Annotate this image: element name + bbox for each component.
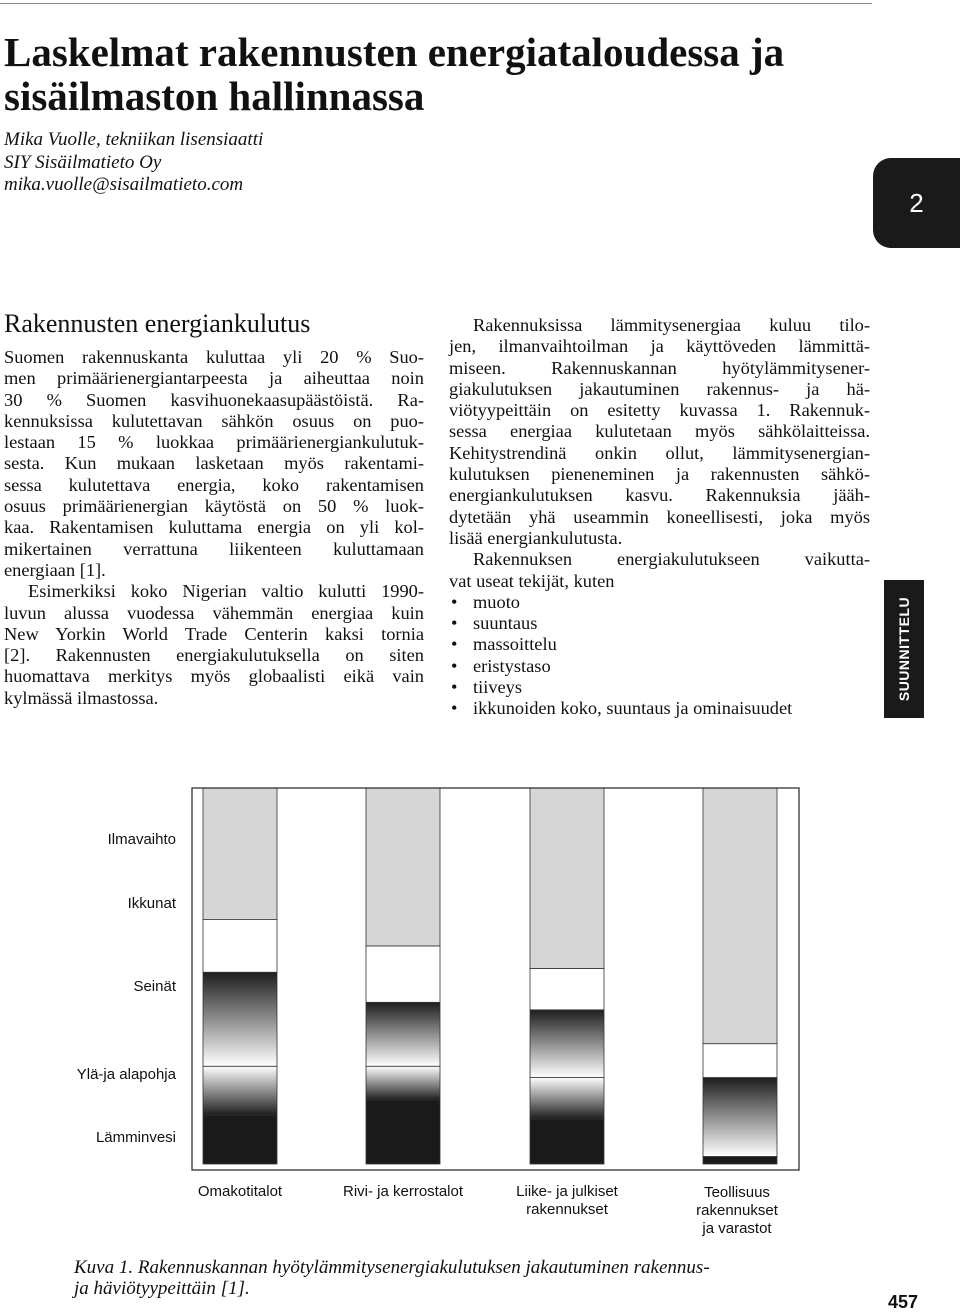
text-line: sessa energiaa kulutetaan myös sähkölaitteissa. — [449, 421, 870, 442]
bar-segment-ylä-ja-alapohja — [203, 1066, 277, 1115]
caption-line-2: ja häviötyypeittäin [1]. — [74, 1278, 250, 1299]
list-item-text: muoto — [473, 591, 521, 612]
legend-label: Ylä-ja alapohja — [76, 1066, 176, 1083]
author-block — [4, 129, 263, 197]
author-email: mika.vuolle@sisailmatieto.com — [4, 174, 244, 195]
list-item-text: massoittelu — [473, 634, 557, 655]
category-label: Liike- ja julkiset — [516, 1183, 618, 1200]
text-line: miseen. Rakennuskannan hyötylämmitysener- — [449, 357, 870, 378]
text-line: osuus primäärienergian käytöstä on 50 % luok- — [4, 496, 424, 517]
title-line-1: Laskelmat rakennusten energiataloudessa ja — [4, 29, 785, 75]
text-line: Esimerkiksi koko Nigerian valtio kulutti 1990- — [28, 581, 424, 602]
text-line: mikertainen verrattuna liikenteen kuluttamaan — [4, 538, 424, 559]
bar-segment-ikkunat — [203, 920, 277, 973]
factor-list — [449, 592, 870, 720]
page-title — [4, 30, 884, 118]
section-title: Rakennusten energiankulutus — [4, 309, 311, 338]
bar-segment-ikkunat — [366, 946, 440, 1002]
text-line: Rakennuksissa lämmitysenergiaa kuluu tilo- — [473, 315, 870, 335]
text-line: Kehitystrendinä onkin ollut, lämmitysenergian- — [449, 442, 870, 463]
text-line: Suomen rakennuskanta kuluttaa yli 20 % Suo- — [4, 347, 424, 367]
text-line: sessa kulutettava energia, koko rakentamisen — [4, 474, 424, 495]
text-line: sesta. Kun mukaan lasketaan myös rakentami- — [4, 453, 424, 474]
list-item-text: ikkunoiden koko, suuntaus ja ominaisuudet — [473, 698, 793, 719]
category-label: rakennukset — [526, 1201, 608, 1218]
category-label: Rivi- ja kerrostalot — [342, 1183, 464, 1200]
bar-segment-lämminvesi — [203, 1115, 277, 1164]
column-left — [4, 347, 424, 709]
legend-label: Ilmavaihto — [107, 831, 176, 848]
bar-segment-seinät — [530, 1010, 604, 1078]
text-line: men primäärienergiantarpeesta ja aiheuttaa noin — [4, 368, 424, 389]
side-tab-label: SUUNNITTELU — [896, 596, 912, 702]
list-item: • tiiveys — [451, 677, 523, 698]
bar-segment-ikkunat — [530, 968, 604, 1009]
caption-line-1: Kuva 1. Rakennuskannan hyötylämmitysenergiakulutuksen jakautuminen rakennus- — [74, 1257, 710, 1278]
legend-label: Ikkunat — [127, 895, 176, 912]
text-line: kulutuksen pieneneminen ja rakennusten sähkö- — [449, 464, 870, 485]
text-line: viötyypeittäin on esitetty kuvassa 1. Rakennuk- — [449, 400, 870, 421]
category-label: ja varastot — [702, 1220, 772, 1237]
top-rule — [0, 3, 872, 4]
bar-segment-ilmavaihto — [203, 788, 277, 920]
energy-distribution-chart — [0, 780, 960, 1260]
text-line: lestaan 15 % luokkaa primäärienergiankulutuk- — [4, 432, 424, 453]
figure-1 — [0, 780, 960, 1260]
text-line: New Yorkin World Trade Centerin kaksi tornia — [4, 623, 424, 644]
category-label: Omakotitalot — [197, 1183, 283, 1200]
text-line: 30 % Suomen kasvihuonekaasupäästöistä. Ra- — [4, 389, 424, 410]
text-line: huomattava merkitys myös globaalisti eikä vain — [4, 666, 424, 687]
text-line: giakulutuksen jakautuminen rakennus- ja hä- — [449, 378, 870, 399]
legend-label: Lämminvesi — [95, 1129, 176, 1146]
list-item: • suuntaus — [451, 613, 538, 634]
bar-segment-ilmavaihto — [366, 788, 440, 946]
bar-segment-lämminvesi — [366, 1100, 440, 1164]
category-label: rakennukset — [696, 1202, 778, 1219]
list-item: • muoto — [451, 591, 521, 612]
bar-segment-lämminvesi — [530, 1119, 604, 1164]
author-name: Mika Vuolle, tekniikan lisensiaatti — [4, 129, 264, 150]
bar-segment-seinät — [203, 972, 277, 1066]
text-line: energiankulutuksen kasvu. Rakennuksia jääh- — [449, 485, 870, 506]
figure-caption — [74, 1257, 834, 1299]
list-item: • massoittelu — [451, 634, 557, 655]
bar-segment-ylä-ja-alapohja — [530, 1078, 604, 1119]
bar-segment-seinät — [703, 1078, 777, 1157]
chapter-number-badge: 2 — [873, 158, 960, 248]
text-line: lisää energiankulutusta. — [449, 527, 623, 548]
text-line: vat useat tekijät, kuten — [449, 570, 615, 591]
bar-segment-ylä-ja-alapohja — [366, 1066, 440, 1100]
author-company: SIY Sisäilmatieto Oy — [4, 151, 162, 173]
bar-segment-ikkunat — [703, 1044, 777, 1078]
text-line: kaa. Rakentamisen kuluttama energia on yli kol- — [4, 517, 424, 538]
list-item: • ikkunoiden koko, suuntaus ja ominaisuudet — [451, 698, 793, 719]
list-item-text: suuntaus — [473, 613, 538, 634]
section-side-tab — [884, 580, 924, 718]
bar-segment-ilmavaihto — [703, 788, 777, 1044]
text-line: kylmässä ilmastossa. — [4, 687, 159, 708]
text-line: jen, ilmanvaihtoilman ja käyttöveden lämmittä- — [449, 336, 870, 357]
column-right — [449, 315, 870, 720]
text-line: [2]. Rakennusten energiakulutuksella on siten — [4, 645, 424, 666]
text-line: dytetään yhä useammin koneellisesti, joka myös — [449, 506, 870, 527]
bar-segment-lämminvesi — [703, 1156, 777, 1164]
page-number: 457 — [888, 1292, 919, 1312]
category-label: Teollisuus — [704, 1184, 770, 1201]
text-line: kennuksissa kulutettavan sähkön osuus on puo- — [4, 410, 424, 431]
text-line: luvun alussa vuodessa vähemmän energiaa kuin — [4, 602, 424, 623]
bar-segment-seinät — [366, 1002, 440, 1066]
list-item-text: tiiveys — [473, 677, 523, 698]
text-line: Rakennuksen energiakulutukseen vaikutta- — [473, 549, 870, 570]
title-line-2: sisäilmaston hallinnassa — [4, 73, 425, 119]
text-line: energiaan [1]. — [4, 559, 106, 580]
list-item: • eristystaso — [451, 655, 551, 676]
list-item-text: eristystaso — [473, 655, 551, 676]
bar-segment-ilmavaihto — [530, 788, 604, 968]
legend-label: Seinät — [133, 978, 176, 995]
